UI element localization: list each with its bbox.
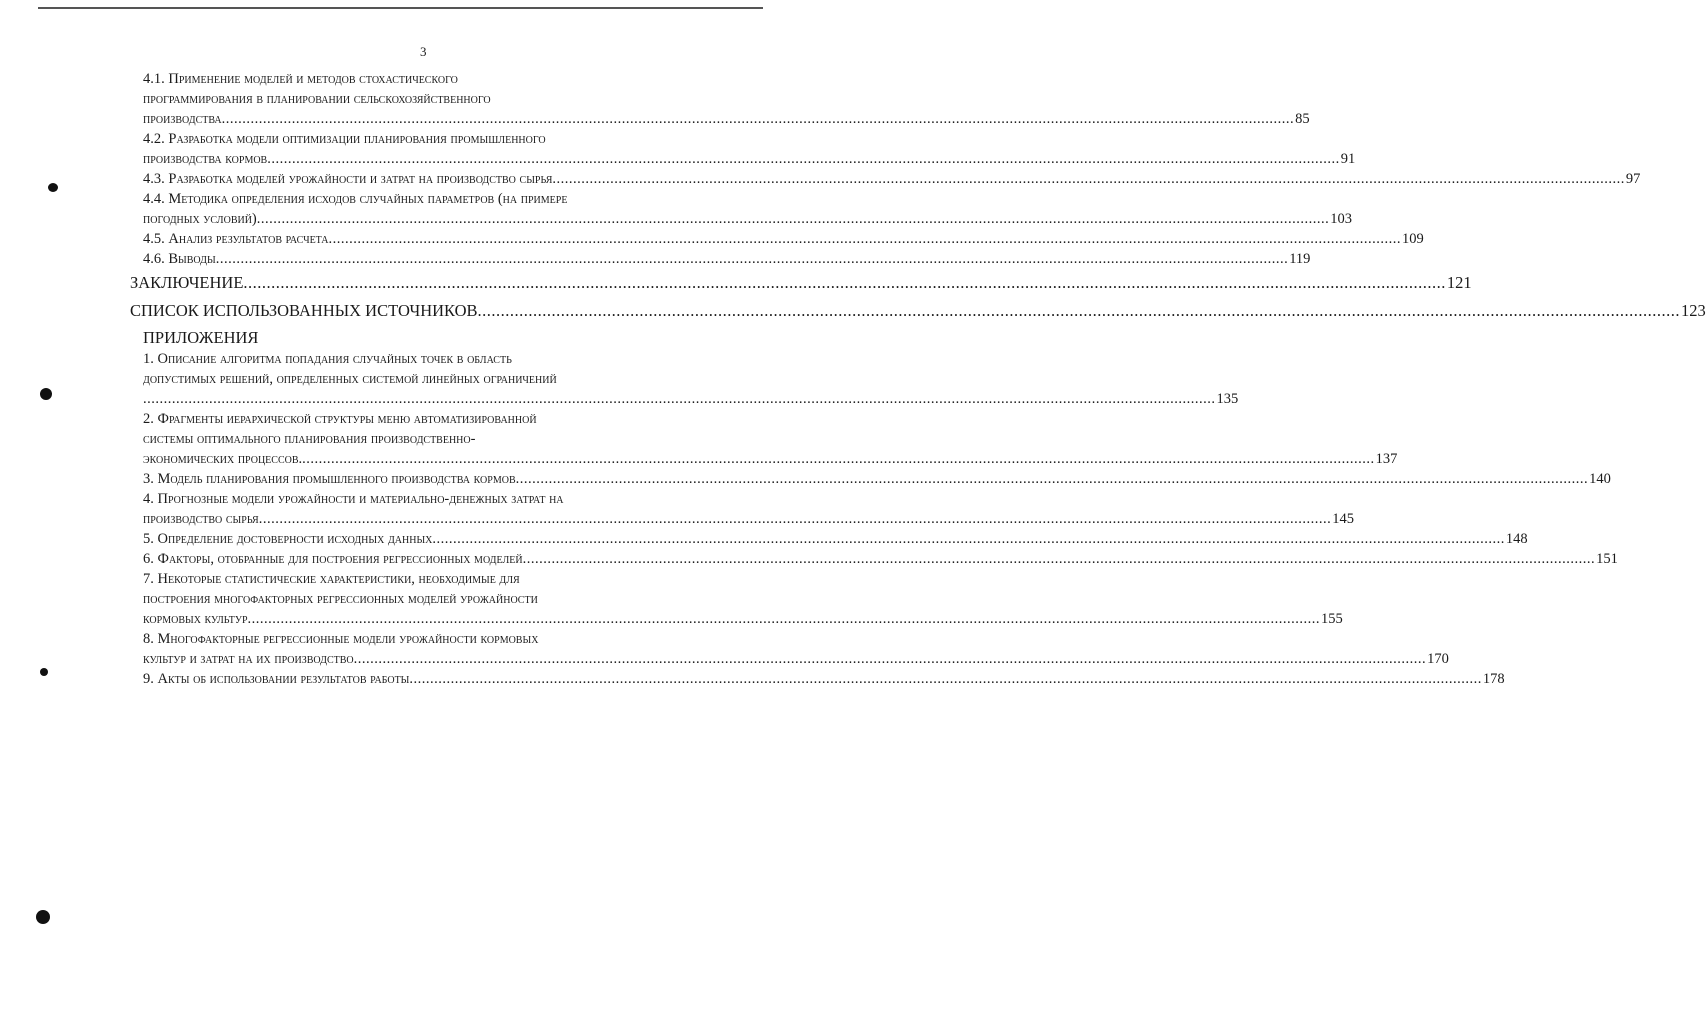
toc-entry-line <box>143 110 1310 128</box>
toc-page-number: 103 <box>1330 211 1353 227</box>
toc-entry-text: 1. Описание алгоритма попадания случайных точек в область <box>143 351 512 367</box>
toc-entry-text: производства кормов <box>143 151 268 167</box>
toc-entry-line <box>143 170 1641 188</box>
dot-leader: .................................................................................................................................................................................................................................................................... <box>215 251 1289 267</box>
toc-entry-line <box>143 610 1343 628</box>
toc-entry-text: ПРИЛОЖЕНИЯ <box>143 328 259 347</box>
toc-entry-text: СПИСОК ИСПОЛЬЗОВАННЫХ ИСТОЧНИКОВ <box>130 301 478 320</box>
toc-entry-text: системы оптимального планирования производственно- <box>143 431 476 447</box>
dot-leader: .................................................................................................................................................................................................................................................................... <box>221 111 1295 127</box>
toc-entry-text: 4.2. Разработка модели оптимизации планирования промышленного <box>143 131 546 147</box>
toc-entry-line <box>143 550 1618 568</box>
dot-leader: .................................................................................................................................................................................................................................................................... <box>552 171 1625 187</box>
dot-leader: .................................................................................................................................................................................................................................................................... <box>409 671 1482 687</box>
toc-entry-line <box>143 370 723 388</box>
toc-entry-text: 4.5. Анализ результатов расчета <box>143 231 329 247</box>
toc-entry-line <box>130 301 1706 321</box>
toc-entry-text: 4.4. Методика определения исходов случайных параметров (на примере <box>143 191 568 207</box>
toc-entry-line <box>143 210 1353 228</box>
toc-entry-text: 4.6. Выводы <box>143 251 216 267</box>
toc-entry-line <box>143 510 1354 528</box>
toc-entry-text: 4. Прогнозные модели урожайности и материально-денежных затрат на <box>143 491 564 507</box>
scan-speck <box>48 183 58 192</box>
toc-entry-line <box>130 273 1472 293</box>
toc-entry-line <box>143 490 723 508</box>
toc-page-number: 140 <box>1589 471 1611 487</box>
toc-entry-text: ЗАКЛЮЧЕНИЕ <box>130 273 244 292</box>
scan-top-rule <box>38 7 763 9</box>
scan-speck <box>36 910 50 924</box>
toc-entry-line <box>143 650 1449 668</box>
toc-entry-text: 7. Некоторые статистические характеристики, необходимые для <box>143 571 520 587</box>
toc-entry-line <box>143 350 723 368</box>
toc-entry-text: допустимых решений, определенных системой линейных ограничений <box>143 371 557 387</box>
toc-page-number: 91 <box>1340 151 1356 167</box>
toc-entry-text: экономических процессов. <box>143 451 303 467</box>
toc-entry-line <box>143 90 723 108</box>
toc-entry-text: программирования в планировании сельскохозяйственного <box>143 91 491 107</box>
toc-page-number: 119 <box>1289 251 1311 267</box>
dot-leader: .................................................................................................................................................................................................................................................................... <box>302 451 1375 467</box>
toc-entry-line <box>143 190 723 208</box>
toc-page-number: 137 <box>1375 451 1398 467</box>
dot-leader: .................................................................................................................................................................................................................................................................... <box>522 551 1596 567</box>
page-number: 3 <box>420 44 427 59</box>
toc-entry-line <box>143 630 723 648</box>
scan-speck <box>40 668 48 676</box>
toc-entry-line <box>143 670 1505 688</box>
toc-entry-text: кормовых культур <box>143 611 248 627</box>
toc-entry-line <box>143 70 723 88</box>
toc-page-number: 97 <box>1625 171 1641 187</box>
toc-entry-text: производства <box>143 111 222 127</box>
toc-entry-text: культур и затрат на их производство <box>143 651 354 667</box>
toc-entry-text: 3. Модель планирования промышленного производства кормов <box>143 471 516 487</box>
scan-speck <box>40 388 52 400</box>
toc-entry-text: 2. Фрагменты иерархической структуры меню автоматизированной <box>143 411 537 427</box>
toc-page-number: 123 <box>1681 301 1706 320</box>
toc-entry-text: 4.1. Применение моделей и методов стохастического <box>143 71 458 87</box>
dot-leader: .................................................................................................................................................................................................................................................................... <box>143 391 1216 407</box>
toc-page-number: 85 <box>1295 111 1310 127</box>
toc-entry-line <box>143 570 723 588</box>
toc-entry-line <box>143 530 1528 548</box>
toc-entry-line <box>143 390 1239 408</box>
dot-leader: .................................................................................................................................................................................................................................................................... <box>353 651 1427 667</box>
dot-leader: .................................................................................................................................................................................................................................................................... <box>432 531 1505 547</box>
toc-entry-text: 4.3. Разработка моделей урожайности и затрат на производство сырья <box>143 171 553 187</box>
toc-entry-line <box>143 450 1398 468</box>
dot-leader: .................................................................................................................................................................................................................................................................... <box>515 471 1589 487</box>
toc-entry-text: погодных условий) <box>143 211 257 227</box>
toc-entry-line <box>143 150 1356 168</box>
dot-leader: .................................................................................................................................................................................................................................................................... <box>247 611 1320 627</box>
toc-page-number: 145 <box>1332 511 1354 527</box>
toc-entry-line <box>143 230 1424 248</box>
toc-entry-line <box>143 328 723 348</box>
toc-page-number: 121 <box>1446 273 1472 292</box>
dot-leader: .................................................................................................................................................................................................................................................................... <box>258 511 1332 527</box>
dot-leader: .................................................................................................................................................................................................................................................................... <box>267 151 1340 167</box>
toc-page-number: 135 <box>1216 391 1239 407</box>
toc-page-number: 109 <box>1402 231 1424 247</box>
toc-page-number: 148 <box>1505 531 1528 547</box>
toc-entry-line <box>143 590 723 608</box>
toc-entry-line <box>143 470 1611 488</box>
toc-entry-line <box>143 130 723 148</box>
toc-entry-line <box>143 430 723 448</box>
dot-leader: .................................................................................................................................................................................................................................................................... <box>256 211 1330 227</box>
toc-entry-text: 8. Многофакторные регрессионные модели урожайности кормовых <box>143 631 539 647</box>
toc-entry-line <box>143 410 723 428</box>
dot-leader: .................................................................................................................................................................................................................................................................... <box>328 231 1402 247</box>
toc-entry-text: 9. Акты об использовании результатов работы <box>143 671 410 687</box>
dot-leader: .................................................................................................................................................................................................................................................................... <box>243 273 1446 292</box>
toc-entry-line <box>143 250 1311 268</box>
toc-entry-text: 5. Определение достоверности исходных данных <box>143 531 433 547</box>
toc-page-number: 170 <box>1427 651 1449 667</box>
dot-leader: .................................................................................................................................................................................................................................................................... <box>477 301 1681 320</box>
toc-page-number: 151 <box>1596 551 1618 567</box>
toc-entry-text: 6. Факторы, отобранные для построения регрессионных моделей <box>143 551 523 567</box>
toc-page-number: 178 <box>1482 671 1505 687</box>
toc-entry-text: построения многофакторных регрессионных моделей урожайности <box>143 591 538 607</box>
toc-page-number: 155 <box>1321 611 1343 627</box>
toc-entry-text: производство сырья <box>143 511 259 527</box>
